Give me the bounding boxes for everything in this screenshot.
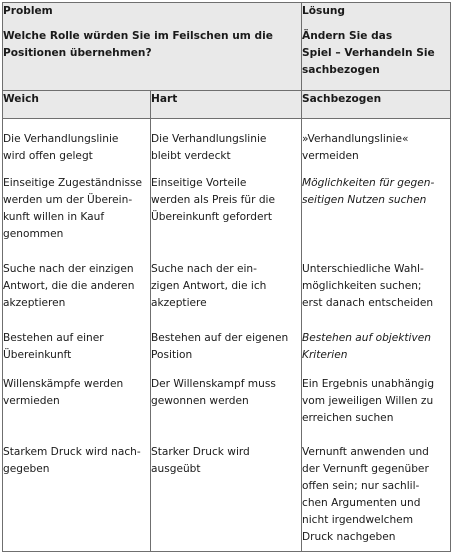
column-header-sachbezogen: Sachbezogen — [302, 91, 451, 119]
cell-sachbezogen: »Verhandlungslinie« vermeiden — [302, 119, 451, 175]
column-header-weich: Weich — [3, 91, 151, 119]
solution-text: Ändern Sie das Spiel – Verhandeln Sie sachbezogen — [302, 30, 435, 76]
table-row — [3, 330, 451, 376]
cell-hart: Die Verhandlungslinie bleibt verdeckt — [151, 119, 302, 175]
cell-weich: Starkem Druck wird nach- gegeben — [3, 444, 151, 552]
cell-hart: Starker Druck wird ausgeübt — [151, 444, 302, 552]
cell-weich: Die Verhandlungslinie wird offen gelegt — [3, 119, 151, 175]
column-header-row — [3, 91, 451, 119]
cell-hart: Der Willenskampf muss gewonnen werden — [151, 376, 302, 444]
cell-hart: Einseitige Vorteile werden als Preis für die Übereinkunft gefordert — [151, 175, 302, 261]
column-header-hart: Hart — [151, 91, 302, 119]
table-row — [3, 175, 451, 261]
table-row — [3, 119, 451, 175]
cell-weich: Willenskämpfe werden vermieden — [3, 376, 151, 444]
cell-hart: Bestehen auf der eigenen Position — [151, 330, 302, 376]
cell-sachbezogen: Bestehen auf objektiven Kriterien — [302, 330, 451, 376]
solution-label: Lösung — [302, 5, 346, 17]
cell-hart: Suche nach der ein- zigen Antwort, die ich akzeptiere — [151, 261, 302, 330]
problem-question: Welche Rolle würden Sie im Feilschen um die Positionen übernehmen? — [3, 30, 273, 59]
cell-weich: Bestehen auf einer Übereinkunft — [3, 330, 151, 376]
cell-sachbezogen: Ein Ergebnis unabhängig vom jeweiligen Willen zu erreichen suchen — [302, 376, 451, 444]
negotiation-comparison-table — [2, 2, 451, 552]
cell-sachbezogen: Unterschiedliche Wahl- möglichkeiten suchen; erst danach entscheiden — [302, 261, 451, 330]
solution-header-cell — [302, 3, 451, 91]
cell-weich: Einseitige Zugeständnisse werden um der Überein- kunft willen in Kauf genommen — [3, 175, 151, 261]
table-row — [3, 444, 451, 552]
cell-sachbezogen: Vernunft anwenden und der Vernunft gegenüber offen sein; nur sachlil- chen Argumenten und nicht irgendwelchem Druck nachgeben — [302, 444, 451, 552]
problem-label: Problem — [3, 5, 53, 17]
cell-sachbezogen: Möglichkeiten für gegen- seitigen Nutzen suchen — [302, 175, 451, 261]
table-row — [3, 261, 451, 330]
table-row — [3, 376, 451, 444]
cell-weich: Suche nach der einzigen Antwort, die die anderen akzeptieren — [3, 261, 151, 330]
problem-header-cell — [3, 3, 302, 91]
table-header-row — [3, 3, 451, 91]
